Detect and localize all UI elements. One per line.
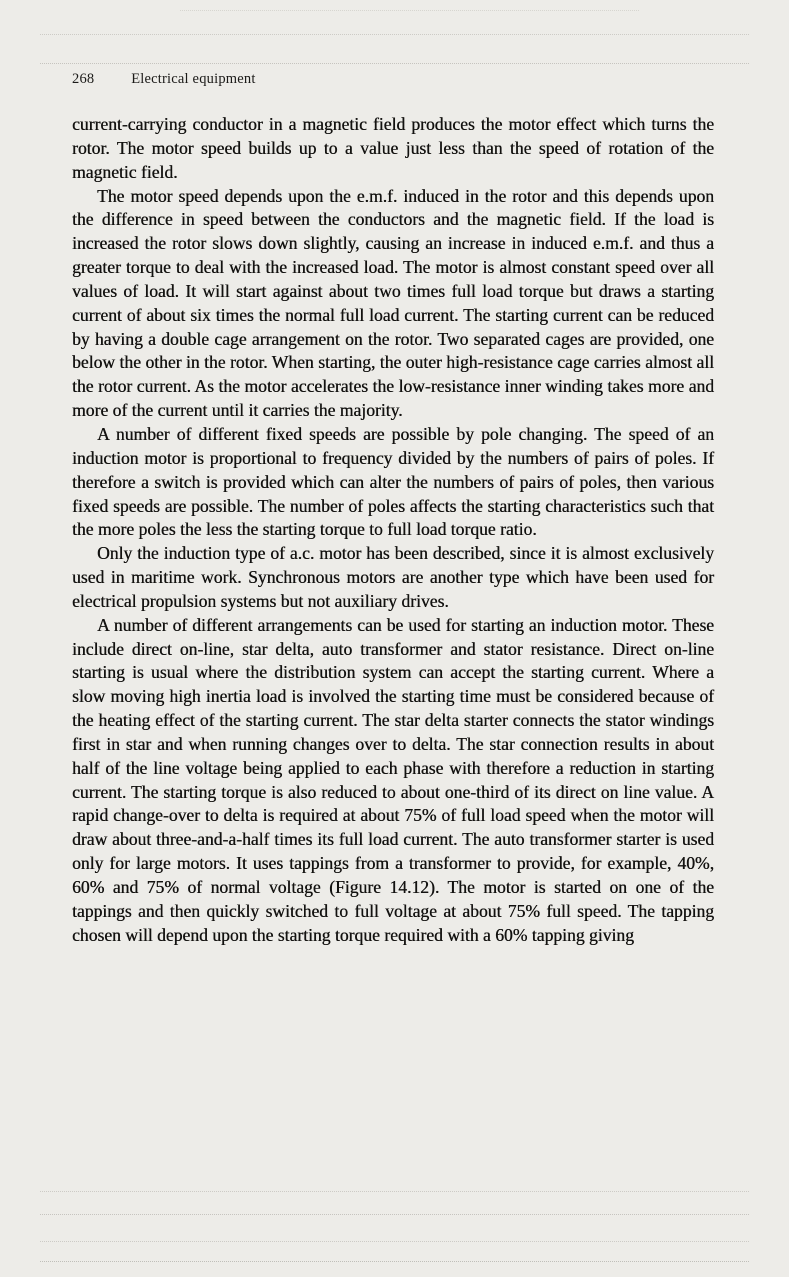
paragraph: A number of different fixed speeds are possible by pole changing. The speed of an induction motor is proportional to frequency divided by the numbers of pairs of poles. If therefore a switch is provided which can alter the numbers of pairs of poles, then various fixed speeds are possible. The number of poles affects the starting characteristics such that the more poles the less the starting torque to full load torque ratio. (72, 423, 714, 540)
scan-artifact-line (40, 1214, 749, 1215)
scan-artifact-line (40, 63, 749, 64)
page-number: 268 (72, 71, 95, 87)
scan-artifact-line (180, 10, 639, 11)
running-title: Electrical equipment (131, 71, 256, 87)
scan-artifact-line (40, 34, 749, 35)
paragraph: A number of different arrangements can be used for starting an induction motor. These include direct on-line, star delta, auto transformer and stator resistance. Direct on-line starting is usual where the distribution system can accept the starting current. Where a slow moving high inertia load is involved the starting time must be considered because of the heating effect of the starting current. The star delta starter connects the stator windings first in star and when running changes over to delta. The star connection results in about half of the line voltage being applied to each phase with therefore a reduction in starting current. The starting torque is also reduced to about one-third of its direct on line value. A rapid change-over to delta is required at about 75% of full load speed when the motor will draw about three-and-a-half times its full load current. The auto transformer starter is used only for large motors. It uses tappings from a transformer to provide, for example, 40%, 60% and 75% of normal voltage (Figure 14.12). The motor is started on one of the tappings and then quickly switched to full voltage at about 75% full speed. The tapping chosen will depend upon the starting torque required with a 60% tapping giving (72, 614, 714, 945)
paragraph: Only the induction type of a.c. motor has been described, since it is almost exclusively used in maritime work. Synchronous motors are another type which have been used for electrical propulsion systems but not auxiliary drives. (72, 543, 714, 611)
paragraph: current-carrying conductor in a magnetic field produces the motor effect which turns the rotor. The motor speed builds up to a value just less than the speed of rotation of the magnetic field. (72, 114, 714, 182)
scan-artifact-line (40, 1191, 749, 1192)
paragraph: The motor speed depends upon the e.m.f. induced in the rotor and this depends upon the difference in speed between the conductors and the magnetic field. If the load is increased the rotor slows down slightly, causing an increase in induced e.m.f. and thus a greater torque to deal with the increased load. The motor is almost constant speed over all values of load. It will start against about two times full load torque but draws a starting current of about six times the normal full load current. The starting current can be reduced by having a double cage arrangement on the rotor. Two separated cages are provided, one below the other in the rotor. When starting, the outer high-resistance cage carries almost all the rotor current. As the motor accelerates the low-resistance inner winding takes more and more of the current until it carries the majority. (72, 185, 714, 421)
body-text (72, 113, 714, 948)
page-header (72, 71, 256, 88)
scan-artifact-line (40, 1261, 749, 1262)
scan-artifact-line (40, 1241, 749, 1242)
